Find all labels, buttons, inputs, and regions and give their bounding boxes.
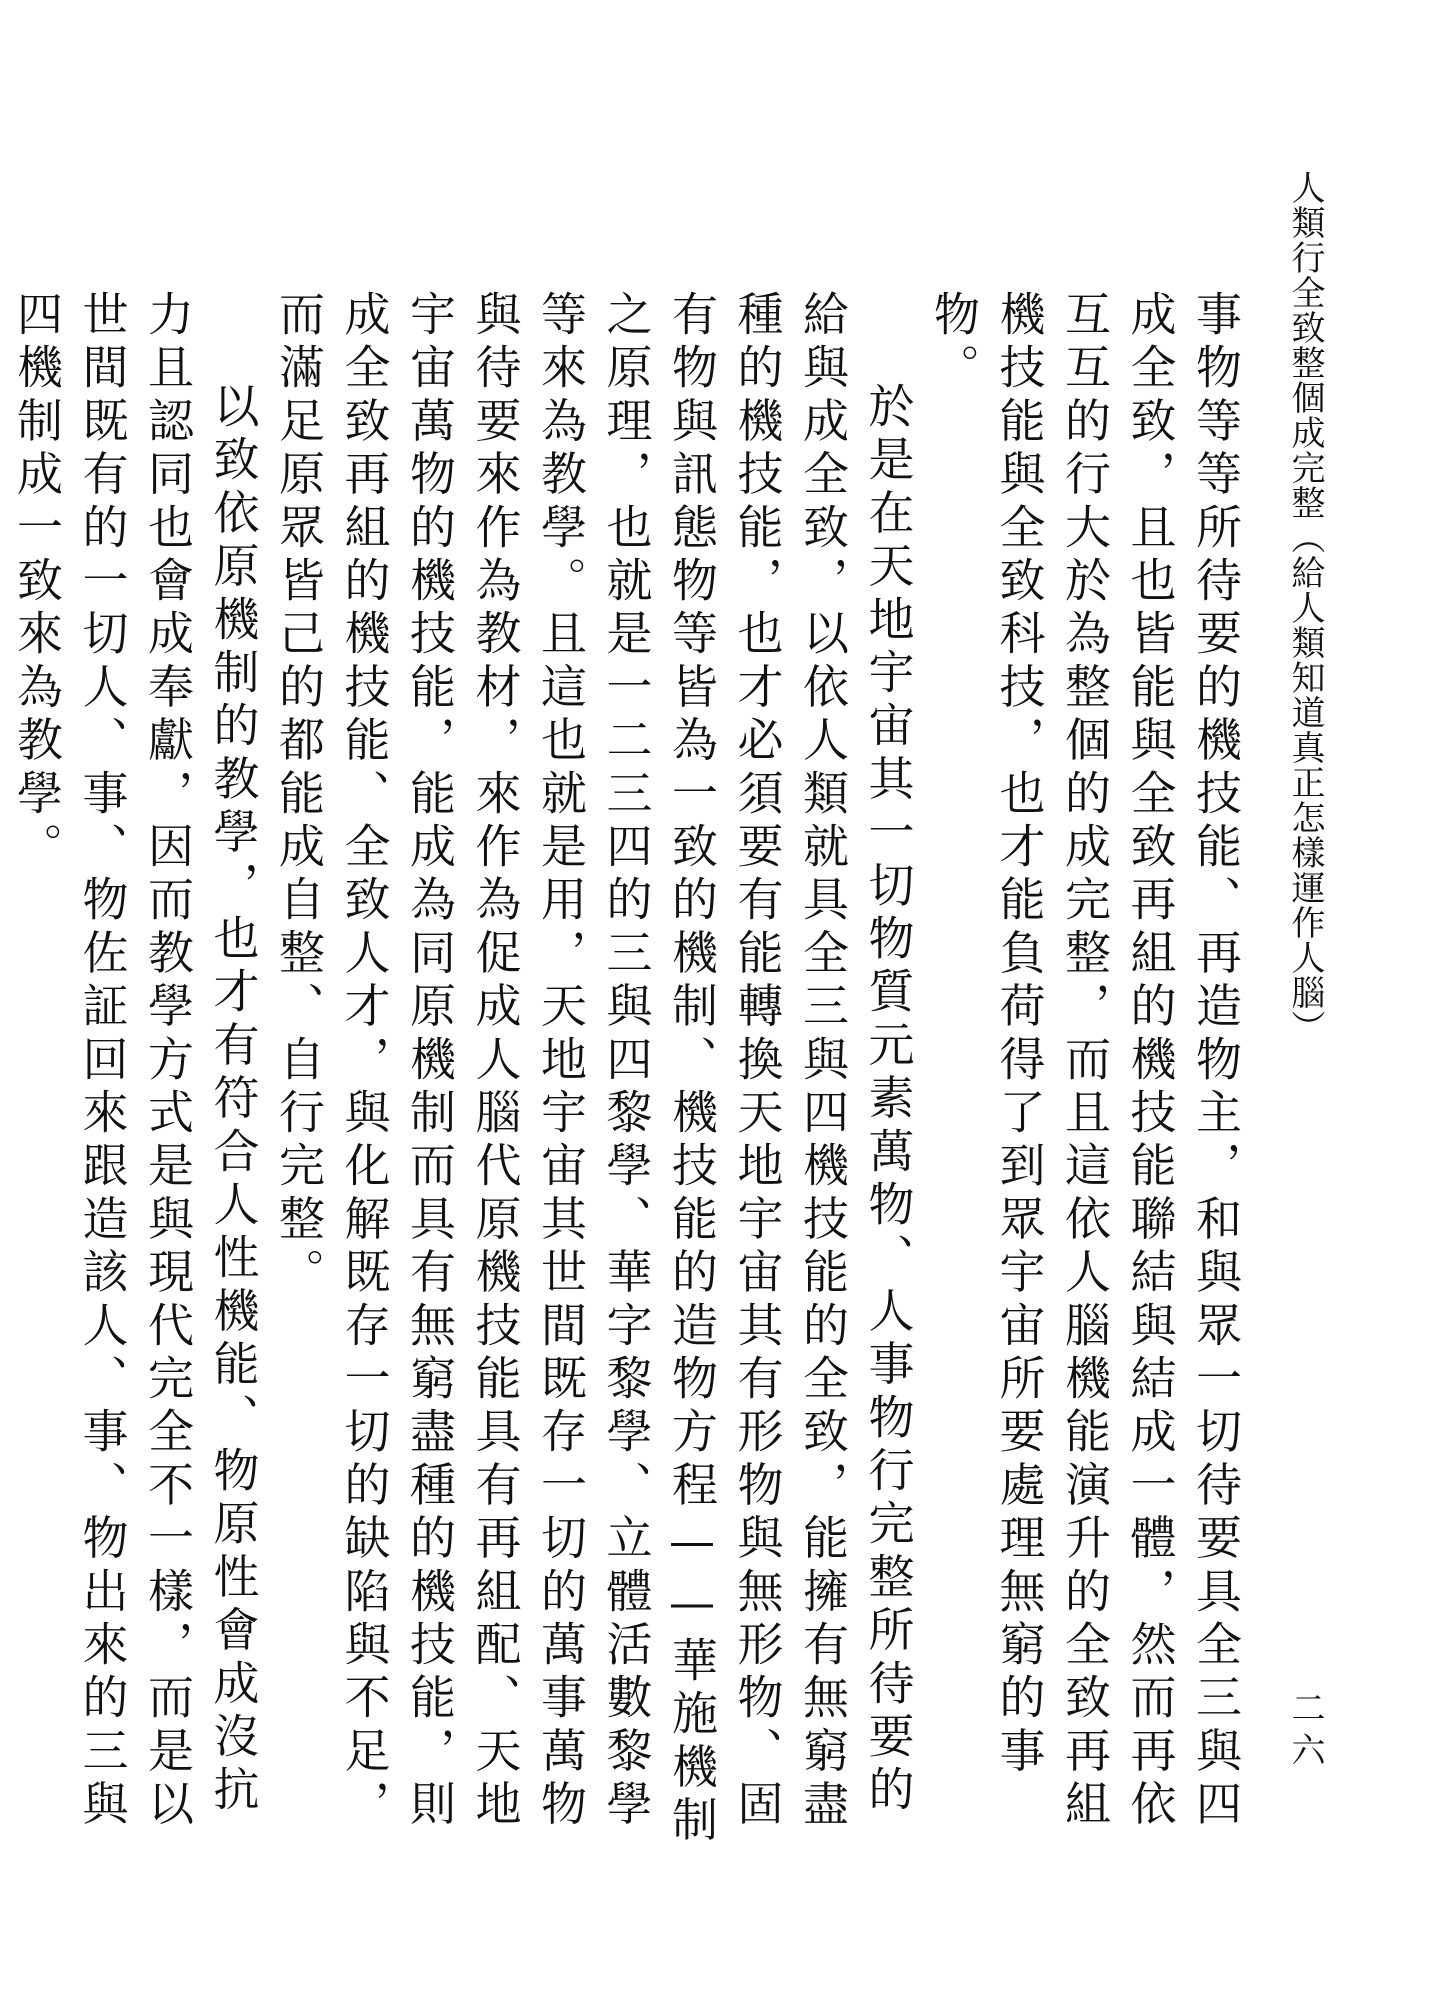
paragraph-1: 事物等等所待要的機技能、再造物主，和與眾一切待要具全三與四成全致，且也皆能與全致再組的機技能聯結與結成一體，然而再依互互的行大於為整個的成完整，而且這依人腦機能演升的全致再組機技能與全致科技，也才能負荷得了到眾宇宙所要處理無窮的事物。 <box>927 290 1243 1833</box>
paragraph-2: 於是在天地宇宙其一切物質元素萬物、人事物行完整所待要的給與成全致，以依人類就具全三與四機技能的全致，能擁有無窮盡種的機技能，也才必須要有能轉換天地宇宙其有形物與無形物、固有物與訊態物等皆為一致的機制、機技能的造物方程——華施機制之原理，也就是一二三四的三與四黎學、華字黎學、立體活數黎學等來為教學。且這也就是用，天地宇宙其世間既存一切的萬事萬物與待要來作為教材，來作為促成人腦代原機技能具有再組配、天地宇宙萬物的機技能，能成為同原機制而具有無窮盡種的機技能，則成全致再組的機技能、全致人才，與化解既存一切的缺陷與不足，而滿足原眾皆己的都能成自整、自行完整。 <box>272 290 916 1849</box>
running-title: 人類行全致整個成完整（給人類知道真正怎樣運作人腦） <box>1285 170 1325 1045</box>
body-text <box>10 290 1248 1870</box>
page-number: 二六 <box>1285 1690 1325 1774</box>
paragraph-3: 以致依原機制的教學，也才有符合人性機能、物原性會成沒抗力且認同也會成奉獻，因而教學方式是與現代完全不一樣，而是以世間既有的一切人、事、物佐証回來跟造該人、事、物出來的三與四機制成一致來為教學。 <box>10 290 261 1833</box>
